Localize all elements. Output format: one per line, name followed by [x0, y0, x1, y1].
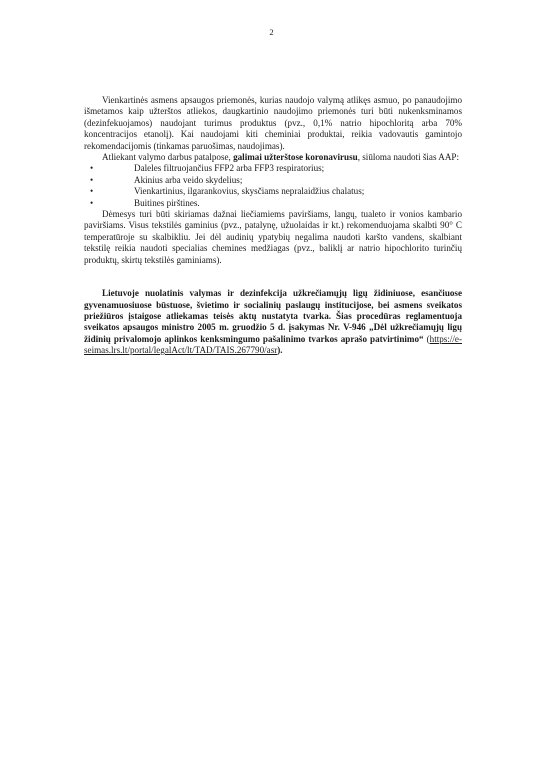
- ppe-intro-bold: galimai užterštose koronavirusu: [233, 152, 358, 163]
- ppe-intro-text: Atliekant valymo darbus patalpose,: [102, 152, 234, 163]
- paragraph-ppe-intro: [84, 152, 462, 163]
- list-item: [84, 175, 462, 186]
- list-item-text: Buitines pirštines.: [134, 197, 200, 208]
- bullet-icon: •: [90, 174, 94, 185]
- legal-act-link[interactable]: https://e-seimas.lrs.lt/portal/legalAct/lt/TAD/TAIS.267790/asr: [84, 333, 462, 356]
- ppe-list: [84, 163, 462, 209]
- bullet-icon: •: [90, 163, 94, 174]
- open-paren: (: [426, 333, 430, 344]
- list-item: [84, 163, 462, 174]
- page-number: 2: [269, 27, 274, 37]
- ppe-intro-end: , siūloma naudoti šias AAP:: [357, 152, 459, 163]
- list-item: [84, 186, 462, 197]
- list-item-text: Daleles filtruojančius FFP2 arba FFP3 respiratorius;: [134, 163, 325, 174]
- bullet-icon: •: [90, 197, 94, 208]
- list-item-text: Akinius arba veido skydelius;: [134, 174, 243, 185]
- paragraph-legislation: [84, 288, 462, 356]
- bullet-icon: •: [90, 186, 94, 197]
- list-item: [84, 198, 462, 209]
- legislation-text: Lietuvoje nuolatinis valymas ir dezinfekcija užkrečiamųjų ligų židiniuose, esančiuose gyvenamuosiuose būstuose, švietimo ir socialinių paslaugų institucijose, bei asmens sveikatos priežiūros įstaigose atliekamas teisės aktų nustatyta tvarka. Šias procedūras reglamentuoja sveikatos apsaugos ministro 2005 m. gruodžio 5 d. įsakymas Nr. V-946 „Dėl užkrečiamųjų ligų židinių privalomojo aplinkos kenksmingumo pašalinimo tvarkos aprašo patvirtinimo“: [84, 288, 462, 344]
- close-paren: ).: [277, 345, 283, 356]
- spacer: [84, 266, 462, 288]
- list-item-text: Vienkartinius, ilgarankovius, skysčiams nepralaidžius chalatus;: [134, 186, 365, 197]
- paragraph-disposal: Vienkartinės asmens apsaugos priemonės, kurias naudojo valymą atlikęs asmuo, po panaudojimo išmetamos kaip užterštos atliekos, daugkartinio naudojimo priemonės turi būti nukenksminamos (dezinfekuojamos) naudojant turimus produktus (pvz., 0,1% natrio hipochloritą arba 70% koncentracijos etanolį). Kai naudojami kiti cheminiai produktai, reikia vadovautis gamintojo rekomendacijomis (tinkamas paruošimas, naudojimas).: [84, 95, 462, 151]
- paragraph-surfaces: Dėmesys turi būti skiriamas dažnai liečiamiems paviršiams, langų, tualeto ir vonios kambario paviršiams. Visus tekstilės gaminius (pvz., patalynę, užuolaidas ir kt.) rekomenduojama skalbti 90° C temperatūroje su skalbikliu. Jei dėl audinių ypatybių negalima naudoti karšto vandens, skalbiant tekstilę reikia naudoti specialias chemines medžiagas (pvz., baliklį ar natrio hipochlorito turinčių produktų, skirtų tekstilės gaminiams).: [84, 209, 462, 265]
- document-body: [84, 95, 462, 357]
